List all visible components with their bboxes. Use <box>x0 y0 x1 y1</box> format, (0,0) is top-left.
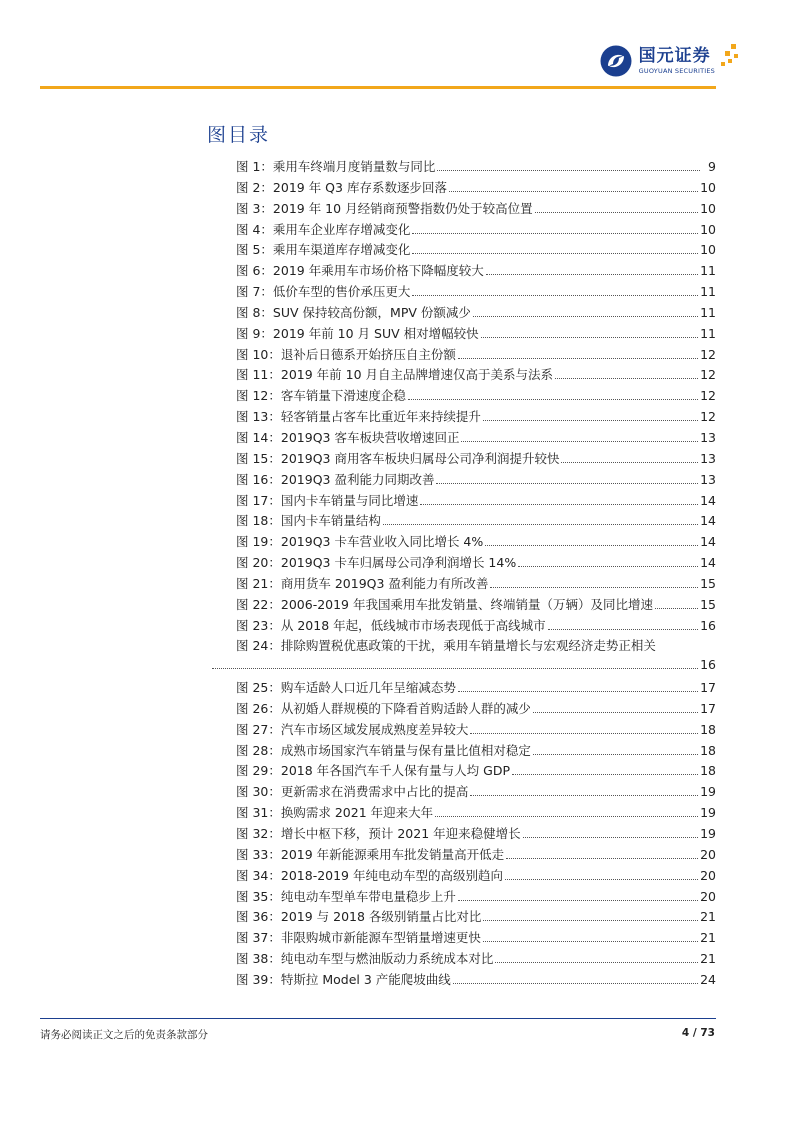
toc-entry-page: 11 <box>700 284 716 300</box>
toc-dot-leader <box>412 253 698 254</box>
toc-dot-leader <box>561 462 698 463</box>
toc-entry-page: 11 <box>700 263 716 279</box>
toc-entry-page: 20 <box>700 888 716 904</box>
toc-dot-leader <box>655 608 698 609</box>
toc-entry-label: 图 15：2019Q3 商用客车板块归属母公司净利润提升较快 <box>236 450 560 466</box>
toc-dot-leader <box>408 399 698 400</box>
toc-dot-leader <box>453 983 698 984</box>
toc-entry-label: 图 6：2019 年乘用车市场价格下降幅度较大 <box>236 263 484 279</box>
toc-dot-leader <box>490 587 698 588</box>
footer-divider <box>40 1018 716 1019</box>
toc-entry-page: 16 <box>700 657 716 673</box>
toc-entry-page: 17 <box>700 680 716 696</box>
toc-entry-page: 11 <box>700 304 716 320</box>
toc-dot-leader <box>435 816 698 817</box>
toc-dot-leader <box>505 879 698 880</box>
toc-entry-page: 10 <box>700 221 716 237</box>
toc-entry-label: 图 26：从初婚人群规模的下降看首购适龄人群的减少 <box>236 700 531 716</box>
toc-entry-page: 10 <box>700 179 716 195</box>
toc-entry[interactable] <box>236 553 716 574</box>
toc-entry[interactable] <box>236 928 716 949</box>
toc-entry-label: 图 36：2019 与 2018 各级别销量占比对比 <box>236 909 482 925</box>
toc-dot-leader <box>495 962 698 963</box>
toc-entry[interactable] <box>236 845 716 866</box>
toc-entry[interactable] <box>236 636 716 657</box>
toc-entry-label: 图 19：2019Q3 卡车营业收入同比增长 4% <box>236 534 484 550</box>
figure-table-of-contents <box>236 157 716 991</box>
toc-entry[interactable] <box>236 741 716 762</box>
toc-entry-label: 图 14：2019Q3 客车板块营收增速回正 <box>236 429 460 445</box>
toc-entry[interactable] <box>236 595 716 616</box>
toc-dot-leader <box>548 629 698 630</box>
toc-entry[interactable] <box>236 386 716 407</box>
toc-entry-page: 13 <box>700 429 716 445</box>
toc-entry[interactable] <box>236 240 716 261</box>
toc-entry-label: 图 38：纯电动车型与燃油版动力系统成本对比 <box>236 951 494 967</box>
toc-entry[interactable] <box>236 574 716 595</box>
toc-entry-label: 图 7：低价车型的售价承压更大 <box>236 284 411 300</box>
toc-entry[interactable] <box>236 949 716 970</box>
toc-entry-label: 图 1：乘用车终端月度销量数与同比 <box>236 159 436 174</box>
toc-entry-label: 图 3：2019 年 10 月经销商预警指数仍处于较高位置 <box>236 200 533 216</box>
toc-entry-page: 19 <box>700 826 716 841</box>
toc-entry-page: 12 <box>700 367 716 383</box>
toc-dot-leader <box>533 754 698 755</box>
toc-dot-leader <box>485 545 698 546</box>
guoyuan-logo-icon <box>599 44 633 78</box>
toc-entry[interactable] <box>236 761 716 782</box>
logo-decoration-icon <box>717 42 741 72</box>
toc-dot-leader <box>533 712 698 713</box>
toc-entry-page: 14 <box>700 555 716 571</box>
toc-entry[interactable] <box>236 970 716 991</box>
toc-entry[interactable] <box>236 803 716 824</box>
toc-dot-leader <box>523 837 698 838</box>
toc-entry[interactable] <box>236 824 716 845</box>
toc-entry-page: 9 <box>708 159 716 174</box>
toc-dot-leader <box>473 316 698 317</box>
toc-entry-label: 图 8：SUV 保持较高份额，MPV 份额减少 <box>236 304 471 320</box>
toc-dot-leader <box>458 358 698 359</box>
toc-entry-label: 图 39：特斯拉 Model 3 产能爬坡曲线 <box>236 971 451 987</box>
footer-disclaimer: 请务必阅读正文之后的免责条款部分 <box>40 1029 208 1041</box>
toc-dot-leader <box>458 691 698 692</box>
toc-entry[interactable] <box>236 178 716 199</box>
toc-entry-label: 图 5：乘用车渠道库存增减变化 <box>236 242 411 258</box>
toc-entry-label: 图 20：2019Q3 卡车归属母公司净利润增长 14% <box>236 555 517 571</box>
toc-dot-leader <box>458 900 698 901</box>
company-logo <box>599 44 715 78</box>
toc-entry[interactable] <box>236 887 716 908</box>
toc-entry-label: 图 9：2019 年前 10 月 SUV 相对增幅较快 <box>236 325 479 341</box>
toc-entry-page: 17 <box>700 700 716 716</box>
toc-entry-page: 18 <box>700 721 716 737</box>
toc-entry-label: 图 30：更新需求在消费需求中占比的提高 <box>236 784 469 800</box>
toc-dot-leader <box>535 212 699 213</box>
toc-dot-leader <box>512 774 698 775</box>
toc-dot-leader <box>518 566 698 567</box>
toc-entry[interactable] <box>236 199 716 220</box>
toc-entry-page: 14 <box>700 513 716 529</box>
toc-entry-page: 19 <box>700 784 716 800</box>
toc-entry[interactable] <box>236 157 716 178</box>
toc-dot-leader <box>470 795 698 796</box>
toc-entry-page: 18 <box>700 742 716 758</box>
toc-dot-leader <box>437 170 700 171</box>
toc-entry[interactable] <box>236 616 716 637</box>
toc-entry[interactable] <box>236 720 716 741</box>
toc-entry-continuation[interactable] <box>210 657 716 678</box>
header-divider <box>40 86 716 89</box>
toc-entry-label: 图 24：排除购置税优惠政策的干扰，乘用车销量增长与宏观经济走势正相关 <box>236 638 656 654</box>
toc-entry-label: 图 18：国内卡车销量结构 <box>236 513 381 529</box>
toc-entry-label: 图 32：增长中枢下移，预计 2021 年迎来稳健增长 <box>236 826 521 841</box>
toc-entry-page: 15 <box>700 596 716 612</box>
toc-dot-leader <box>555 378 698 379</box>
toc-entry-label: 图 10：退补后日德系开始挤压自主份额 <box>236 346 456 362</box>
toc-dot-leader <box>470 733 698 734</box>
toc-entry-label: 图 13：轻客销量占客车比重近年来持续提升 <box>236 409 481 425</box>
toc-entry-label: 图 4：乘用车企业库存增减变化 <box>236 221 411 237</box>
toc-entry[interactable] <box>236 303 716 324</box>
toc-entry-page: 20 <box>700 867 716 883</box>
toc-entry-page: 21 <box>700 930 716 946</box>
toc-entry-label: 图 21：商用货车 2019Q3 盈利能力有所改善 <box>236 575 489 591</box>
toc-entry-label: 图 34：2018-2019 年纯电动车型的高级别趋向 <box>236 867 503 883</box>
toc-entry[interactable] <box>236 866 716 887</box>
toc-entry-label: 图 22：2006-2019 年我国乘用车批发销量、终端销量（万辆）及同比增速 <box>236 596 653 612</box>
toc-entry-page: 14 <box>700 534 716 550</box>
toc-entry[interactable] <box>236 470 716 491</box>
toc-entry[interactable] <box>236 407 716 428</box>
toc-entry-page: 21 <box>700 909 716 925</box>
toc-entry-page: 19 <box>700 805 716 821</box>
toc-entry-page: 12 <box>700 388 716 404</box>
toc-entry-page: 21 <box>700 951 716 967</box>
toc-entry-label: 图 16：2019Q3 盈利能力同期改善 <box>236 471 435 487</box>
toc-dot-leader <box>506 858 698 859</box>
toc-entry-page: 13 <box>700 450 716 466</box>
toc-entry[interactable] <box>236 491 716 512</box>
toc-entry-label: 图 29：2018 年各国汽车千人保有量与人均 GDP <box>236 763 510 779</box>
toc-dot-leader <box>483 941 698 942</box>
toc-entry[interactable] <box>236 282 716 303</box>
toc-entry-page: 10 <box>700 242 716 258</box>
toc-entry[interactable] <box>236 365 716 386</box>
toc-dot-leader <box>449 191 698 192</box>
toc-entry-label: 图 33：2019 年新能源乘用车批发销量高开低走 <box>236 846 505 862</box>
toc-entry-label: 图 11：2019 年前 10 月自主品牌增速仅高于美系与法系 <box>236 367 554 383</box>
toc-entry[interactable] <box>236 511 716 532</box>
toc-entry[interactable] <box>236 782 716 803</box>
toc-dot-leader <box>483 920 698 921</box>
toc-dot-leader <box>420 504 698 505</box>
toc-entry-page: 12 <box>700 346 716 362</box>
toc-entry-page: 11 <box>700 325 716 341</box>
page-number: 4 / 73 <box>681 1027 715 1039</box>
toc-dot-leader <box>481 337 698 338</box>
toc-entry-label: 图 2：2019 年 Q3 库存系数逐步回落 <box>236 179 447 195</box>
toc-entry-page: 16 <box>700 617 716 633</box>
toc-entry-page: 18 <box>700 763 716 779</box>
toc-entry-page: 12 <box>700 409 716 425</box>
toc-entry[interactable] <box>236 345 716 366</box>
toc-dot-leader <box>461 441 698 442</box>
toc-entry-page: 15 <box>700 575 716 591</box>
toc-entry-page: 10 <box>700 200 716 216</box>
toc-entry[interactable] <box>236 324 716 345</box>
toc-entry[interactable] <box>236 261 716 282</box>
toc-dot-leader <box>486 274 698 275</box>
toc-entry[interactable] <box>236 532 716 553</box>
toc-dot-leader <box>383 524 698 525</box>
toc-entry-page: 13 <box>700 471 716 487</box>
toc-entry-label: 图 35：纯电动车型单车带电量稳步上升 <box>236 888 456 904</box>
toc-entry[interactable] <box>236 449 716 470</box>
toc-dot-leader <box>412 233 698 234</box>
toc-entry-label: 图 27：汽车市场区域发展成熟度差异较大 <box>236 721 469 737</box>
toc-dot-leader <box>212 668 698 669</box>
toc-entry-label: 图 37：非限购城市新能源车型销量增速更快 <box>236 930 481 946</box>
toc-dot-leader <box>436 483 698 484</box>
toc-entry-page: 24 <box>700 971 716 987</box>
toc-entry-label: 图 25：购车适龄人口近几年呈缩减态势 <box>236 680 456 696</box>
toc-entry-label: 图 28：成熟市场国家汽车销量与保有量比值相对稳定 <box>236 742 531 758</box>
toc-entry-label: 图 17：国内卡车销量与同比增速 <box>236 492 419 508</box>
toc-title: 图目录 <box>207 124 271 146</box>
toc-entry[interactable] <box>236 699 716 720</box>
toc-entry[interactable] <box>236 428 716 449</box>
toc-entry-page: 20 <box>700 846 716 862</box>
toc-entry[interactable] <box>236 220 716 241</box>
toc-entry-label: 图 31：换购需求 2021 年迎来大年 <box>236 805 434 821</box>
toc-entry-label: 图 12：客车销量下滑速度企稳 <box>236 388 406 404</box>
toc-entry[interactable] <box>236 678 716 699</box>
toc-entry-label: 图 23：从 2018 年起，低线城市市场表现低于高线城市 <box>236 617 546 633</box>
toc-entry-page: 14 <box>700 492 716 508</box>
toc-dot-leader <box>412 295 698 296</box>
logo-chinese-name: 国元证券 <box>638 45 711 66</box>
toc-entry[interactable] <box>236 907 716 928</box>
logo-english-name: GUOYUAN SECURITIES <box>638 66 715 75</box>
toc-dot-leader <box>483 420 698 421</box>
page-header <box>0 0 793 90</box>
